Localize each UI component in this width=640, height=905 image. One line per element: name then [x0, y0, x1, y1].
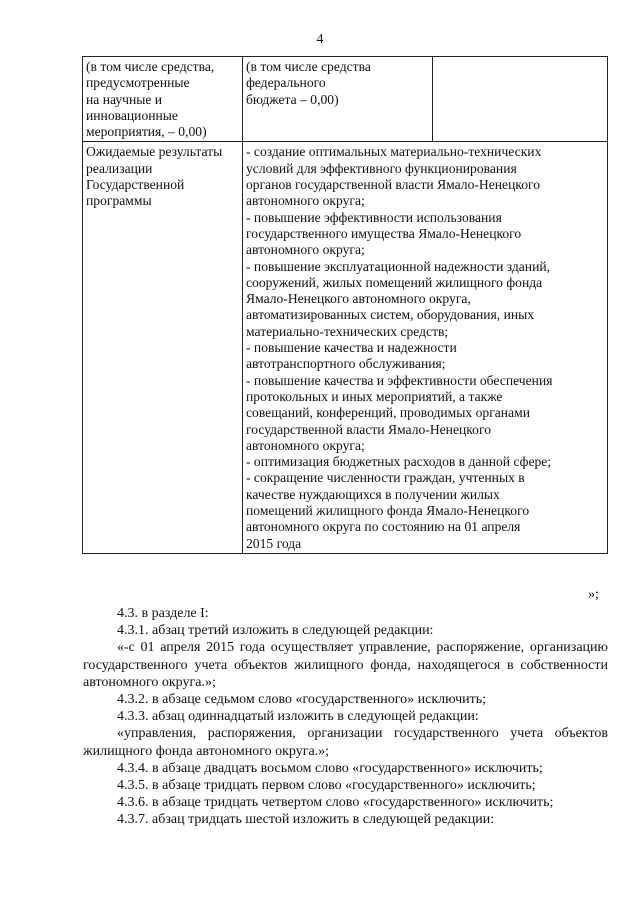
empty-cell: [433, 57, 608, 142]
funding-note-cell-1: [83, 57, 243, 142]
funding-note-cell-2: [243, 57, 433, 142]
cell-line: (в том числе средства,: [86, 59, 215, 74]
cell-line: мероприятия, – 0,00): [86, 124, 207, 140]
expected-results-cell: [243, 142, 608, 553]
result-line: автономного округа;: [246, 437, 365, 453]
result-line: - повышение эффективности использования: [246, 209, 502, 225]
paragraph: 4.3.7. абзац тридцать шестой изложить в следующей редакции:: [117, 812, 495, 828]
paragraph: 4.3.2. в абзаце седьмом слово «государственного» исключить;: [117, 692, 487, 708]
result-line: Ямало-Ненецкого автономного округа,: [246, 291, 471, 307]
paragraph: «-с 01 апреля 2015 года осуществляет управление, распоряжение, организацию государственного учета объектов жилищного фонда, находящегося в собственности автономного округа.»;: [83, 640, 608, 690]
cell-line: Государственной: [86, 177, 185, 193]
paragraph: 4.3.5. в абзаце тридцать первом слово «государственного» исключить;: [117, 778, 536, 794]
result-line: - повышение качества и надежности: [246, 340, 457, 356]
table-row: [83, 142, 608, 553]
cell-line: на научные и: [86, 91, 163, 107]
result-line: качестве нуждающихся в получении жилых: [246, 486, 500, 502]
expected-results-label-cell: [83, 142, 243, 553]
closing-quote: »;: [588, 587, 599, 602]
paragraph: 4.3.6. в абзаце тридцать четвертом слово «государственного» исключить;: [117, 795, 554, 811]
cell-line: бюджета – 0,00): [246, 91, 339, 107]
result-line: 2015 года: [246, 535, 302, 551]
result-line: протокольных и иных мероприятий, а также: [246, 388, 503, 404]
result-line: сооружений, жилых помещений жилищного фонда: [246, 274, 543, 290]
result-line: помещений жилищного фонда Ямало-Ненецкого: [246, 503, 530, 519]
result-line: государственной власти Ямало-Ненецкого: [246, 421, 491, 437]
cell-line: федерального: [246, 75, 326, 91]
result-line: автономного округа;: [246, 193, 365, 209]
result-line: условий для эффективного функционирования: [246, 160, 517, 176]
result-line: автотранспортного обслуживания;: [246, 356, 446, 372]
result-line: - повышение качества и эффективности обеспечения: [246, 372, 553, 388]
result-line: государственного имущества Ямало-Ненецкого: [246, 225, 522, 241]
result-line: - сокращение численности граждан, учтенных в: [246, 470, 525, 486]
result-line: материально-технических средств;: [246, 323, 449, 339]
table-row: [83, 57, 608, 142]
paragraph: «управления, распоряжения, организации государственного учета объектов жилищного фонда автономного округа.»;: [83, 726, 608, 759]
result-line: совещаний, конференций, проводимых органами: [246, 405, 530, 421]
result-line: органов государственной власти Ямало-Ненецкого: [246, 177, 541, 193]
page-number: 4: [316, 32, 324, 47]
cell-line: реализации: [86, 160, 153, 176]
result-line: автономного округа по состоянию на 01 апреля: [246, 519, 521, 535]
cell-line: инновационные: [86, 107, 178, 123]
cell-line: (в том числе средства: [246, 59, 371, 74]
paragraph: 4.3.4. в абзаце двадцать восьмом слово «государственного» исключить;: [117, 760, 543, 776]
result-line: автоматизированных систем, оборудования, иных: [246, 307, 535, 323]
cell-line: программы: [86, 193, 152, 209]
program-passport-table: [82, 56, 608, 554]
paragraph: 4.3. в разделе I:: [117, 606, 209, 621]
paragraph: 4.3.3. абзац одиннадцатый изложить в следующей редакции:: [117, 709, 479, 725]
cell-line: предусмотренные: [86, 75, 190, 91]
cell-line: Ожидаемые результаты: [86, 144, 223, 160]
amendment-text: [83, 605, 608, 829]
result-line: - создание оптимальных материально-технических: [246, 144, 542, 160]
result-line: автономного округа;: [246, 242, 365, 258]
result-line: - оптимизация бюджетных расходов в данной сфере;: [246, 454, 552, 470]
result-line: - повышение эксплуатационной надежности зданий,: [246, 258, 551, 274]
paragraph: 4.3.1. абзац третий изложить в следующей редакции:: [117, 623, 434, 639]
